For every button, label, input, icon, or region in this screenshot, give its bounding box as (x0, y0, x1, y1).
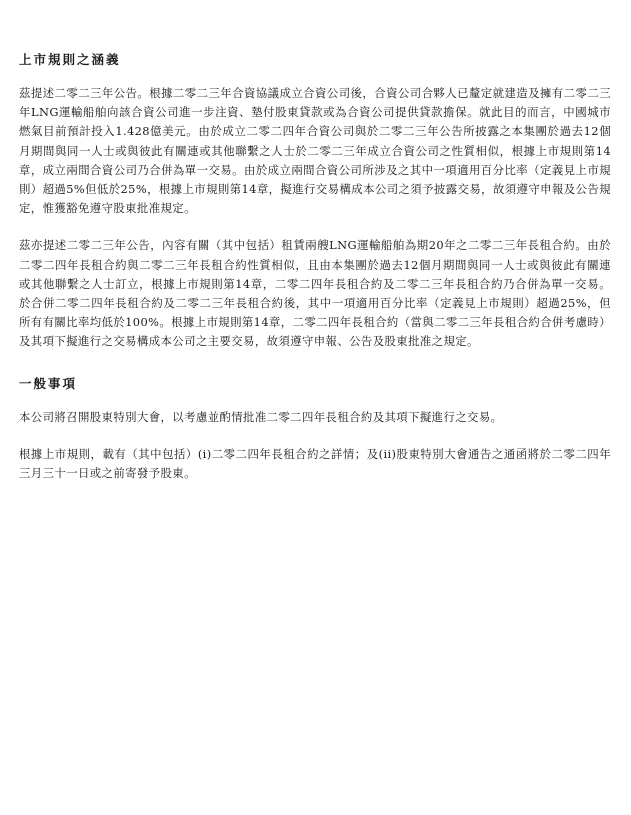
section-heading-listing-rules: 上市規則之涵義 (19, 52, 121, 67)
paragraph-jv-disclosure: 茲提述二零二三年公告。根據二零二三年合資協議成立合資公司後，合資公司合夥人已釐定就建造及擁有二零二三年LNG運輸船舶向該合資公司進一步注資、墊付股東貸款或為合資公司提供貸款擔保。就此目的而言，中國城市燃氣目前預計投入1.428億美元。由於成立二零二四年合資公司與於二零二三年公告所披露之本集團於過去12個月期間與同一人士或與彼此有關連或其他聯繫之人士於二零二三年成立合資公司之性質相似，根據上市規則第14章，成立兩間合資公司乃合併為單一交易。由於成立兩間合資公司所涉及之其中一項適用百分比率（定義見上市規則）超過5%但低於25%，根據上市規則第14章，擬進行交易構成本公司之須予披露交易，故須遵守申報及公告規定，惟獲豁免遵守股東批准規定。 (19, 86, 611, 216)
section-heading-general: 一般事項 (19, 375, 78, 391)
paragraph-lease-major-transaction: 茲亦提述二零二三年公告，內容有關（其中包括）租賃兩艘LNG運輸船舶為期20年之二零二三年長租合約。由於二零二四年長租合約與二零二三年長租合約性質相似，且由本集團於過去12個月期間與同一人士或與彼此有關連或其他聯繫之人士訂立，根據上市規則第14章，二零二四年長租合約及二零二三年長租合約乃合併為單一交易。於合併二零二四年長租合約及二零二三年長租合約後，其中一項適用百分比率（定義見上市規則）超過25%，但所有有關比率均低於100%。根據上市規則第14章，二零二四年長租合約（當與二零二三年長租合約合併考慮時）及其項下擬進行之交易構成本公司之主要交易，故須遵守申報、公告及股東批准之規定。 (19, 238, 611, 349)
paragraph-circular: 根據上市規則，載有（其中包括）(i)二零二四年長租合約之詳情；及(ii)股東特別大會通告之通函將於二零二四年三月三十一日或之前寄發予股東。 (19, 446, 611, 481)
document-page (19, 52, 611, 483)
paragraph-egm: 本公司將召開股東特別大會，以考慮並酌情批准二零二四年長租合約及其項下擬進行之交易。 (19, 409, 503, 424)
